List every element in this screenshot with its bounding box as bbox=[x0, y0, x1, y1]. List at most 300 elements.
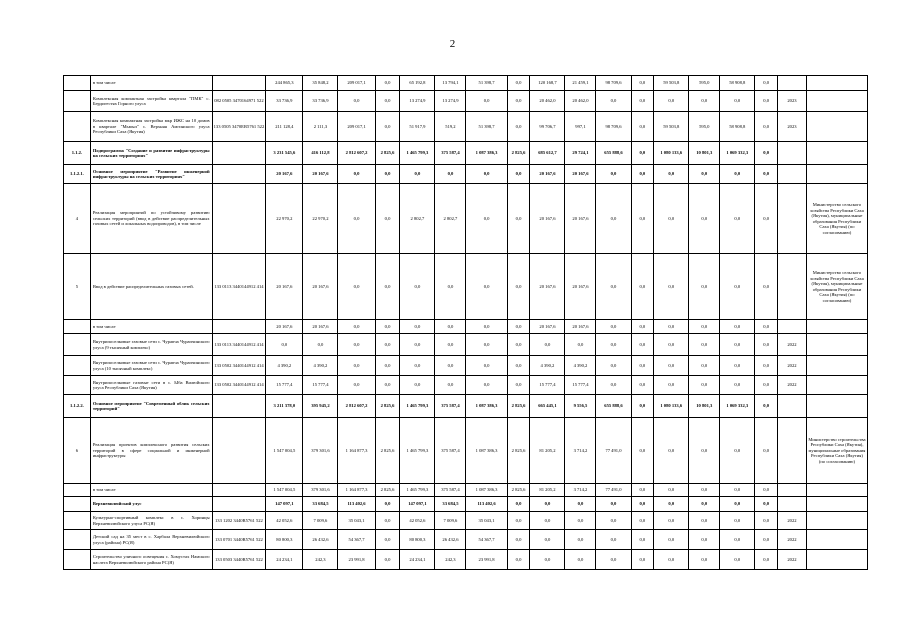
amount-cell: 1 087 386,3 bbox=[466, 418, 507, 484]
amount-cell: 0,0 bbox=[530, 530, 565, 550]
amount-cell: 0,0 bbox=[565, 512, 596, 530]
amount-cell: 120 168,7 bbox=[530, 76, 565, 91]
row-name-cell: Основное мероприятие "Современный облик сельских территорий" bbox=[90, 395, 212, 418]
amount-cell: 0,0 bbox=[400, 334, 435, 356]
row-name-cell: Верхневилюйский улус bbox=[90, 497, 212, 512]
amount-cell: 0,0 bbox=[654, 530, 689, 550]
amount-cell: 2 825,6 bbox=[507, 484, 530, 497]
amount-cell: 35 043,1 bbox=[466, 512, 507, 530]
amount-cell: 0,0 bbox=[689, 530, 720, 550]
amount-cell: 0,0 bbox=[435, 334, 466, 356]
amount-cell: 0,0 bbox=[466, 165, 507, 184]
amount-cell: 0,0 bbox=[466, 334, 507, 356]
amount-cell: 147 097,1 bbox=[400, 497, 435, 512]
amount-cell: 24 234,1 bbox=[266, 550, 303, 570]
executor-cell: Министерство сельского хозяйства Республики Саха (Якутия), муниципальные образования Республики Саха (Якутия) (по согласованию) bbox=[806, 254, 867, 320]
amount-cell: 0,0 bbox=[507, 320, 530, 334]
amount-cell: 0,0 bbox=[435, 254, 466, 320]
amount-cell: 22 970,2 bbox=[266, 184, 303, 254]
amount-cell: 0,0 bbox=[631, 418, 654, 484]
amount-cell: 33 684,5 bbox=[303, 497, 338, 512]
amount-cell: 0,0 bbox=[530, 334, 565, 356]
row-name-cell: Внутрипоселковые газовые сети с. Чурапча Чурапчинского улуса (10 тысячный комплекс) bbox=[90, 356, 212, 376]
amount-cell: 0,0 bbox=[689, 254, 720, 320]
amount-cell: 0,0 bbox=[507, 112, 530, 142]
amount-cell: 0,0 bbox=[466, 376, 507, 395]
amount-cell: 15 777,4 bbox=[565, 376, 596, 395]
amount-cell: 0,0 bbox=[720, 334, 755, 356]
amount-cell: 0,0 bbox=[755, 395, 778, 418]
amount-cell: 0,0 bbox=[338, 320, 375, 334]
amount-cell: 0,0 bbox=[400, 320, 435, 334]
row-name-cell: в том числе bbox=[90, 76, 212, 91]
executor-cell bbox=[806, 530, 867, 550]
row-number-cell: 6 bbox=[64, 418, 91, 484]
amount-cell: 0,0 bbox=[507, 334, 530, 356]
amount-cell: 0,0 bbox=[338, 165, 375, 184]
amount-cell: 54 367,7 bbox=[338, 530, 375, 550]
row-name-cell: в том числе bbox=[90, 484, 212, 497]
amount-cell: 0,0 bbox=[755, 76, 778, 91]
table-row bbox=[64, 112, 868, 142]
table-row bbox=[64, 376, 868, 395]
amount-cell: 0,0 bbox=[375, 112, 400, 142]
amount-cell: 0,0 bbox=[755, 334, 778, 356]
amount-cell: 0,0 bbox=[720, 356, 755, 376]
amount-cell: 2 825,6 bbox=[507, 418, 530, 484]
amount-cell: 26 432,6 bbox=[303, 530, 338, 550]
amount-cell: 9 556,5 bbox=[565, 395, 596, 418]
amount-cell: 0,0 bbox=[375, 76, 400, 91]
amount-cell: 0,0 bbox=[755, 356, 778, 376]
amount-cell: 0,0 bbox=[596, 184, 631, 254]
amount-cell: 0,0 bbox=[466, 184, 507, 254]
year-cell bbox=[778, 165, 807, 184]
amount-cell: 0,0 bbox=[596, 550, 631, 570]
amount-cell: 0,0 bbox=[375, 530, 400, 550]
budget-code-cell: 133 0503 3440R5761 522 bbox=[212, 550, 266, 570]
amount-cell: 54 367,7 bbox=[466, 530, 507, 550]
table-row bbox=[64, 512, 868, 530]
amount-cell: 0,0 bbox=[435, 376, 466, 395]
amount-cell: 58 908,8 bbox=[720, 112, 755, 142]
amount-cell: 35 043,1 bbox=[338, 512, 375, 530]
amount-cell: 4 390,2 bbox=[303, 356, 338, 376]
amount-cell: 10 801,3 bbox=[689, 142, 720, 165]
table-row bbox=[64, 395, 868, 418]
amount-cell: 0,0 bbox=[530, 497, 565, 512]
amount-cell: 59 503,8 bbox=[654, 112, 689, 142]
amount-cell: 0,0 bbox=[565, 530, 596, 550]
amount-cell: 0,0 bbox=[375, 91, 400, 112]
amount-cell: 0,0 bbox=[400, 254, 435, 320]
amount-cell: 1 547 004,5 bbox=[266, 418, 303, 484]
amount-cell: 685 612,7 bbox=[530, 142, 565, 165]
amount-cell: 0,0 bbox=[720, 512, 755, 530]
amount-cell: 0,0 bbox=[654, 165, 689, 184]
amount-cell: 20 167,6 bbox=[530, 254, 565, 320]
amount-cell: 20 167,6 bbox=[530, 165, 565, 184]
executor-cell: Министерство строительства Республики Саха (Якутия), муниципальные образования Республики Саха (Якутия) (по согласованию) bbox=[806, 418, 867, 484]
amount-cell: 98 709,6 bbox=[596, 112, 631, 142]
amount-cell: 147 097,1 bbox=[266, 497, 303, 512]
amount-cell: 0,0 bbox=[435, 165, 466, 184]
amount-cell: 0,0 bbox=[631, 165, 654, 184]
amount-cell: 4 390,2 bbox=[266, 356, 303, 376]
table-row bbox=[64, 91, 868, 112]
year-cell bbox=[778, 320, 807, 334]
amount-cell: 0,0 bbox=[755, 320, 778, 334]
amount-cell: 33 736,9 bbox=[266, 91, 303, 112]
executor-cell bbox=[806, 142, 867, 165]
row-name-cell: Культурно-спортивный комплекс в с. Хоринцы Верхневилюйского улуса РС(Я) bbox=[90, 512, 212, 530]
amount-cell: 0,0 bbox=[755, 418, 778, 484]
amount-cell: 0,0 bbox=[689, 184, 720, 254]
amount-cell: 13 274,9 bbox=[400, 91, 435, 112]
budget-code-cell: 133 0113 3440144912 414 bbox=[212, 334, 266, 356]
amount-cell: 0,0 bbox=[466, 91, 507, 112]
year-cell bbox=[778, 142, 807, 165]
year-cell: 2023 bbox=[778, 91, 807, 112]
amount-cell: 0,0 bbox=[631, 112, 654, 142]
amount-cell: 0,0 bbox=[654, 550, 689, 570]
budget-code-cell bbox=[212, 165, 266, 184]
amount-cell: 0,0 bbox=[507, 76, 530, 91]
budget-code-cell bbox=[212, 184, 266, 254]
amount-cell: 0,0 bbox=[689, 550, 720, 570]
amount-cell: 0,0 bbox=[631, 512, 654, 530]
row-number-cell: 1.1.2. bbox=[64, 142, 91, 165]
amount-cell: 33 684,5 bbox=[435, 497, 466, 512]
amount-cell: 0,0 bbox=[654, 484, 689, 497]
amount-cell: 0,0 bbox=[631, 530, 654, 550]
amount-cell: 1 465 799,3 bbox=[400, 142, 435, 165]
table-row bbox=[64, 184, 868, 254]
amount-cell: 0,0 bbox=[654, 356, 689, 376]
amount-cell: 0,0 bbox=[755, 184, 778, 254]
amount-cell: 0,0 bbox=[654, 91, 689, 112]
amount-cell: 7 009,6 bbox=[435, 512, 466, 530]
amount-cell: 42 052,6 bbox=[400, 512, 435, 530]
amount-cell: 98 709,6 bbox=[596, 76, 631, 91]
amount-cell: 0,0 bbox=[596, 530, 631, 550]
amount-cell: 0,0 bbox=[631, 376, 654, 395]
amount-cell: 0,0 bbox=[631, 356, 654, 376]
year-cell: 2022 bbox=[778, 530, 807, 550]
amount-cell: 0,0 bbox=[689, 320, 720, 334]
amount-cell: 0,0 bbox=[654, 320, 689, 334]
amount-cell: 23 991,8 bbox=[466, 550, 507, 570]
amount-cell: 395 945,2 bbox=[303, 395, 338, 418]
row-number-cell bbox=[64, 497, 91, 512]
amount-cell: 0,0 bbox=[565, 497, 596, 512]
amount-cell: 0,0 bbox=[596, 376, 631, 395]
year-cell: 2022 bbox=[778, 334, 807, 356]
amount-cell: 0,0 bbox=[755, 91, 778, 112]
year-cell bbox=[778, 184, 807, 254]
amount-cell: 59 503,8 bbox=[654, 76, 689, 91]
executor-cell bbox=[806, 550, 867, 570]
amount-cell: 1 465 799,3 bbox=[400, 484, 435, 497]
amount-cell: 0,0 bbox=[338, 254, 375, 320]
amount-cell: 15 777,4 bbox=[266, 376, 303, 395]
amount-cell: 0,0 bbox=[338, 334, 375, 356]
amount-cell: 0,0 bbox=[755, 497, 778, 512]
amount-cell: 4 390,2 bbox=[565, 356, 596, 376]
row-name-cell: Ввод в действие распределительных газовых сетей. bbox=[90, 254, 212, 320]
amount-cell: 0,0 bbox=[631, 254, 654, 320]
amount-cell: 242,3 bbox=[435, 550, 466, 570]
amount-cell: 0,0 bbox=[507, 165, 530, 184]
budget-code-cell: 133 0113 3440144912 414 bbox=[212, 254, 266, 320]
amount-cell: 2 812 607,2 bbox=[338, 142, 375, 165]
amount-cell: 0,0 bbox=[755, 530, 778, 550]
amount-cell: 29 724,1 bbox=[565, 142, 596, 165]
table-row bbox=[64, 320, 868, 334]
amount-cell: 0,0 bbox=[689, 356, 720, 376]
amount-cell: 375 587,4 bbox=[435, 395, 466, 418]
amount-cell: 20 167,6 bbox=[530, 184, 565, 254]
budget-code-cell bbox=[212, 395, 266, 418]
row-number-cell bbox=[64, 484, 91, 497]
amount-cell: 22 970,2 bbox=[303, 184, 338, 254]
budget-code-cell bbox=[212, 484, 266, 497]
executor-cell bbox=[806, 356, 867, 376]
table-row bbox=[64, 497, 868, 512]
amount-cell: 0,0 bbox=[631, 184, 654, 254]
amount-cell: 26 432,6 bbox=[435, 530, 466, 550]
year-cell: 2022 bbox=[778, 512, 807, 530]
year-cell bbox=[778, 254, 807, 320]
year-cell: 2023 bbox=[778, 112, 807, 142]
amount-cell: 2 825,6 bbox=[375, 484, 400, 497]
amount-cell: 0,0 bbox=[720, 376, 755, 395]
amount-cell: 2 812 607,2 bbox=[338, 395, 375, 418]
budget-code-cell: 133 0502 3440144912 414 bbox=[212, 356, 266, 376]
amount-cell: 1 547 004,5 bbox=[266, 484, 303, 497]
amount-cell: 0,0 bbox=[720, 530, 755, 550]
row-name-cell: Внутрипоселковые газовые сети в с. Ыба Вилюйского улуса Республики Саха (Якутия) bbox=[90, 376, 212, 395]
amount-cell: 1 164 877,3 bbox=[338, 418, 375, 484]
amount-cell: 0,0 bbox=[720, 320, 755, 334]
amount-cell: 0,0 bbox=[631, 334, 654, 356]
amount-cell: 51 398,7 bbox=[466, 76, 507, 91]
amount-cell: 0,0 bbox=[654, 254, 689, 320]
amount-cell: 0,0 bbox=[631, 497, 654, 512]
amount-cell: 21 459,1 bbox=[565, 76, 596, 91]
amount-cell: 0,0 bbox=[689, 376, 720, 395]
amount-cell: 0,0 bbox=[755, 112, 778, 142]
executor-cell bbox=[806, 76, 867, 91]
amount-cell: 0,0 bbox=[530, 512, 565, 530]
amount-cell: 80 800,3 bbox=[400, 530, 435, 550]
amount-cell: 0,0 bbox=[375, 356, 400, 376]
amount-cell: 2 802,7 bbox=[400, 184, 435, 254]
amount-cell: 81 205,2 bbox=[530, 484, 565, 497]
amount-cell: 113 402,6 bbox=[338, 497, 375, 512]
amount-cell: 0,0 bbox=[720, 418, 755, 484]
amount-cell: 375 587,4 bbox=[435, 418, 466, 484]
year-cell bbox=[778, 497, 807, 512]
amount-cell: 13 274,9 bbox=[435, 91, 466, 112]
amount-cell: 1 069 332,3 bbox=[720, 142, 755, 165]
amount-cell: 0,0 bbox=[689, 418, 720, 484]
amount-cell: 0,0 bbox=[375, 497, 400, 512]
amount-cell: 0,0 bbox=[755, 512, 778, 530]
amount-cell: 0,0 bbox=[720, 254, 755, 320]
amount-cell: 81 205,2 bbox=[530, 418, 565, 484]
amount-cell: 209 017,1 bbox=[338, 112, 375, 142]
amount-cell: 0,0 bbox=[565, 334, 596, 356]
amount-cell: 20 167,6 bbox=[303, 165, 338, 184]
amount-cell: 0,0 bbox=[375, 165, 400, 184]
table-row bbox=[64, 484, 868, 497]
amount-cell: 10 801,3 bbox=[689, 395, 720, 418]
amount-cell: 20 462,0 bbox=[565, 91, 596, 112]
row-name-cell: в том числе bbox=[90, 320, 212, 334]
table-row bbox=[64, 418, 868, 484]
row-name-cell: Реализация мероприятий по устойчивому развитию сельских территорий (ввод в действие распределительных газовых сетей и локальных водопроводов), в том числе bbox=[90, 184, 212, 254]
amount-cell: 0,0 bbox=[266, 334, 303, 356]
row-name-cell: Реализация проектов комплексного развития сельских территорий в сфере социальной и инженерной инфраструктуры bbox=[90, 418, 212, 484]
amount-cell: 77 491,0 bbox=[596, 484, 631, 497]
amount-cell: 0,0 bbox=[720, 550, 755, 570]
row-number-cell bbox=[64, 512, 91, 530]
amount-cell: 20 167,6 bbox=[565, 165, 596, 184]
budget-code-cell bbox=[212, 320, 266, 334]
amount-cell: 0,0 bbox=[755, 254, 778, 320]
amount-cell: 0,0 bbox=[375, 334, 400, 356]
executor-cell bbox=[806, 334, 867, 356]
amount-cell: 0,0 bbox=[507, 356, 530, 376]
budget-code-cell: 133 0502 3440144912 414 bbox=[212, 376, 266, 395]
amount-cell: 20 167,6 bbox=[565, 254, 596, 320]
row-number-cell bbox=[64, 376, 91, 395]
amount-cell: 15 777,4 bbox=[530, 376, 565, 395]
amount-cell: 2 802,7 bbox=[435, 184, 466, 254]
table-row bbox=[64, 356, 868, 376]
amount-cell: 375 587,4 bbox=[435, 484, 466, 497]
amount-cell: 0,0 bbox=[596, 254, 631, 320]
amount-cell: 0,0 bbox=[654, 512, 689, 530]
executor-cell bbox=[806, 165, 867, 184]
amount-cell: 242,3 bbox=[303, 550, 338, 570]
amount-cell: 595,0 bbox=[689, 76, 720, 91]
executor-cell bbox=[806, 320, 867, 334]
row-number-cell: 1.1.2.1. bbox=[64, 165, 91, 184]
amount-cell: 0,0 bbox=[755, 165, 778, 184]
amount-cell: 3 231 545,6 bbox=[266, 142, 303, 165]
table-row bbox=[64, 165, 868, 184]
amount-cell: 0,0 bbox=[303, 334, 338, 356]
amount-cell: 20 167,6 bbox=[530, 320, 565, 334]
amount-cell: 0,0 bbox=[466, 356, 507, 376]
amount-cell: 13 794,1 bbox=[435, 76, 466, 91]
amount-cell: 1 087 386,3 bbox=[466, 484, 507, 497]
amount-cell: 997,1 bbox=[565, 112, 596, 142]
budget-code-cell: 082 0505 3470164971 522 bbox=[212, 91, 266, 112]
amount-cell: 0,0 bbox=[375, 550, 400, 570]
amount-cell: 7 009,6 bbox=[303, 512, 338, 530]
amount-cell: 15 777,4 bbox=[303, 376, 338, 395]
amount-cell: 0,0 bbox=[507, 497, 530, 512]
amount-cell: 0,0 bbox=[507, 254, 530, 320]
amount-cell: 211 128,4 bbox=[266, 112, 303, 142]
row-number-cell: 5 bbox=[64, 254, 91, 320]
row-name-cell: Комплексная компактная застройка квартала "ПМК" с. Бердигестях Горного улуса bbox=[90, 91, 212, 112]
amount-cell: 0,0 bbox=[654, 497, 689, 512]
table-row bbox=[64, 76, 868, 91]
row-number-cell bbox=[64, 530, 91, 550]
amount-cell: 20 167,6 bbox=[266, 320, 303, 334]
amount-cell: 0,0 bbox=[466, 320, 507, 334]
amount-cell: 0,0 bbox=[338, 184, 375, 254]
amount-cell: 20 462,0 bbox=[530, 91, 565, 112]
amount-cell: 99 706,7 bbox=[530, 112, 565, 142]
row-name-cell: Детский сад на 35 мест в с. Харбала Верхневилюйского улуса (района) РС(Я) bbox=[90, 530, 212, 550]
executor-cell: Министерство сельского хозяйства Республики Саха (Якутия), муниципальные образования Республики Саха (Якутия) (по согласованию) bbox=[806, 184, 867, 254]
row-number-cell bbox=[64, 112, 91, 142]
year-cell bbox=[778, 395, 807, 418]
year-cell: 2022 bbox=[778, 376, 807, 395]
year-cell bbox=[778, 76, 807, 91]
amount-cell: 0,0 bbox=[596, 91, 631, 112]
amount-cell: 42 052,6 bbox=[266, 512, 303, 530]
amount-cell: 0,0 bbox=[530, 550, 565, 570]
amount-cell: 0,0 bbox=[631, 76, 654, 91]
amount-cell: 0,0 bbox=[507, 512, 530, 530]
amount-cell: 0,0 bbox=[654, 184, 689, 254]
amount-cell: 1 087 386,3 bbox=[466, 395, 507, 418]
amount-cell: 244 865,3 bbox=[266, 76, 303, 91]
amount-cell: 0,0 bbox=[720, 497, 755, 512]
row-name-cell: Основное мероприятие "Развитие инженерной инфраструктуры на сельских территориях" bbox=[90, 165, 212, 184]
table-row bbox=[64, 254, 868, 320]
budget-code-cell bbox=[212, 497, 266, 512]
amount-cell: 0,0 bbox=[466, 254, 507, 320]
row-name-cell: Комплексная компактная застройка мкр ИЖС на 10 домов в квартале "Мьмыл" с. Верхняя Амгинского улуса Республики Саха (Якутия) bbox=[90, 112, 212, 142]
amount-cell: 0,0 bbox=[435, 320, 466, 334]
amount-cell: 0,0 bbox=[689, 497, 720, 512]
year-cell: 2022 bbox=[778, 356, 807, 376]
amount-cell: 0,0 bbox=[338, 356, 375, 376]
amount-cell: 0,0 bbox=[338, 91, 375, 112]
row-name-cell: Внутрипоселковые газовые сети с. Чурапча Чурапчинского улуса (9 тысячный комплекс) bbox=[90, 334, 212, 356]
amount-cell: 113 402,6 bbox=[466, 497, 507, 512]
amount-cell: 3 714,2 bbox=[565, 484, 596, 497]
amount-cell: 2 825,6 bbox=[375, 142, 400, 165]
amount-cell: 2 111,3 bbox=[303, 112, 338, 142]
amount-cell: 0,0 bbox=[689, 484, 720, 497]
amount-cell: 0,0 bbox=[631, 320, 654, 334]
amount-cell: 1 069 332,3 bbox=[720, 395, 755, 418]
year-cell bbox=[778, 484, 807, 497]
amount-cell: 0,0 bbox=[375, 320, 400, 334]
amount-cell: 51 398,7 bbox=[466, 112, 507, 142]
amount-cell: 2 825,6 bbox=[507, 142, 530, 165]
amount-cell: 20 167,6 bbox=[266, 165, 303, 184]
table-row bbox=[64, 550, 868, 570]
budget-code-cell bbox=[212, 418, 266, 484]
amount-cell: 0,0 bbox=[596, 356, 631, 376]
amount-cell: 0,0 bbox=[631, 142, 654, 165]
amount-cell: 20 167,6 bbox=[565, 320, 596, 334]
row-number-cell bbox=[64, 91, 91, 112]
amount-cell: 0,0 bbox=[654, 418, 689, 484]
amount-cell: 20 167,6 bbox=[266, 254, 303, 320]
executor-cell bbox=[806, 91, 867, 112]
amount-cell: 0,0 bbox=[375, 184, 400, 254]
